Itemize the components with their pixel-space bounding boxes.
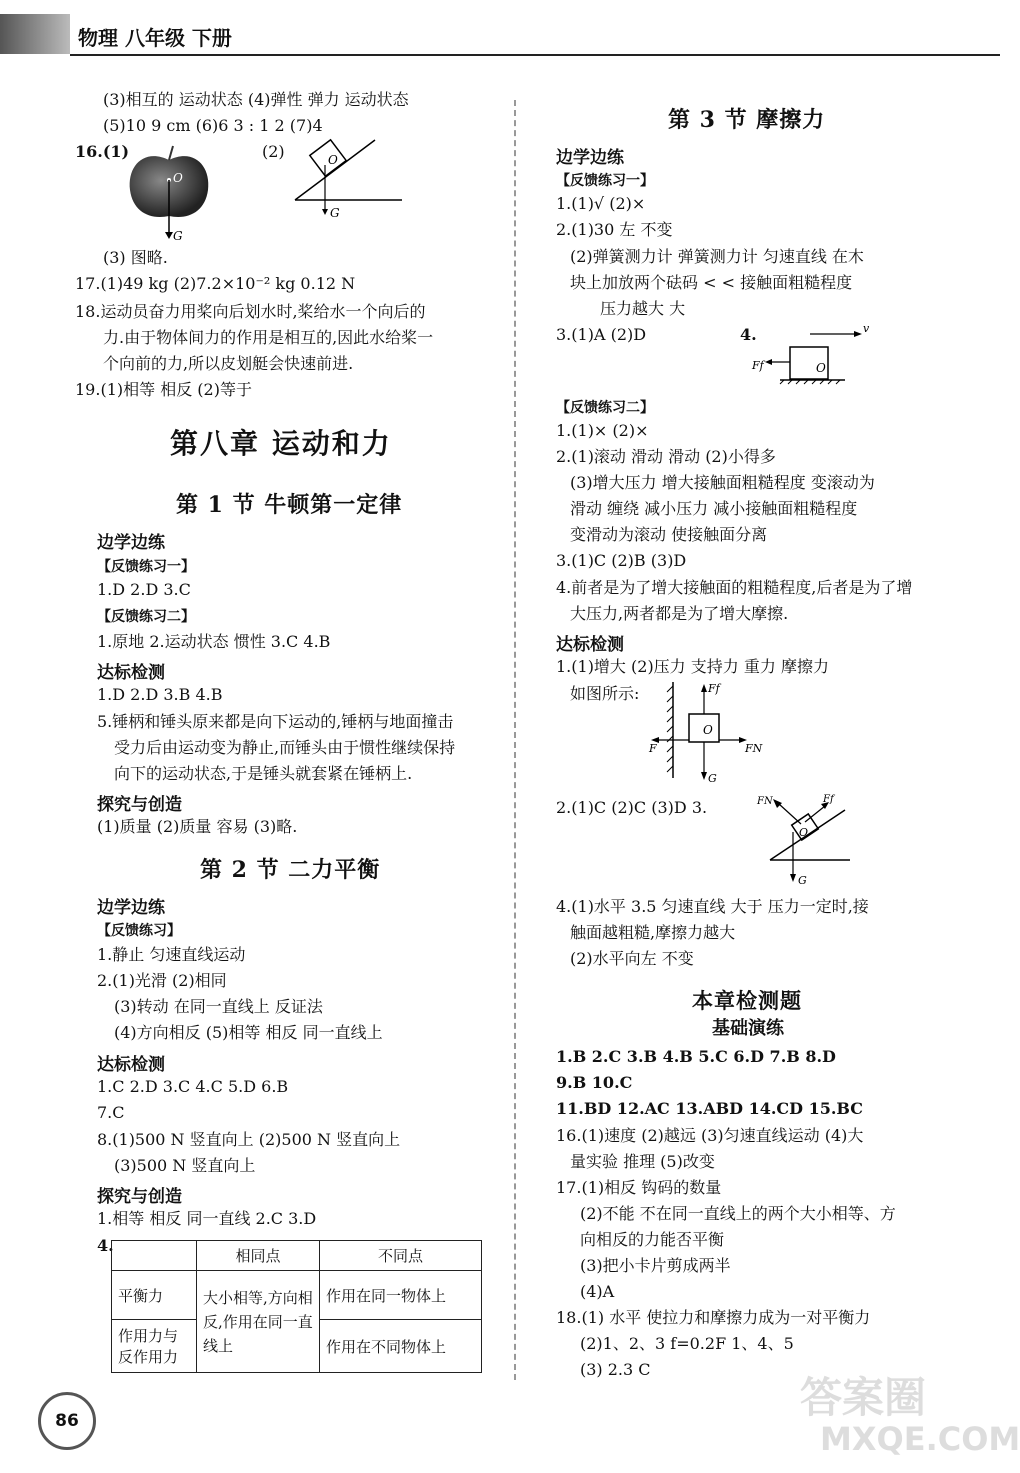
label-ff: Ff xyxy=(823,794,834,805)
question-17: 17.(1)49 kg (2)7.2×10⁻² kg 0.12 N xyxy=(75,274,356,293)
subsection-heading: 边学边练 xyxy=(97,533,165,553)
answer-line: 2.(1)C (2)C (3)D 3. xyxy=(556,798,708,817)
table-cell: 作用在同一物体上 xyxy=(320,1271,482,1320)
answer-line: 1.(1)√ (2)× xyxy=(556,194,646,213)
answer-line: 2.(1)滚动 滑动 滑动 (2)小得多 xyxy=(556,447,776,466)
table-header: 相同点 xyxy=(197,1241,320,1271)
subsection-heading: 探究与创造 xyxy=(97,1187,182,1207)
page-number: 86 xyxy=(38,1392,96,1450)
arrow-head xyxy=(790,874,796,882)
friction-figure xyxy=(750,322,875,384)
answer-line: (3)相互的 运动状态 (4)弹性 弹力 运动状态 xyxy=(103,90,409,109)
answer-line: 9.B 10.C xyxy=(556,1073,633,1092)
watermark-url: MXQE.COM xyxy=(820,1420,1020,1458)
answer-line: (2)水平向左 不变 xyxy=(570,949,694,968)
section-title: 第 2 节 二力平衡 xyxy=(200,857,381,883)
answer-line: 18.(1) 水平 使拉力和摩擦力成为一对平衡力 xyxy=(556,1308,871,1327)
answer-line: (4)方向相反 (5)相等 相反 同一直线上 xyxy=(114,1023,383,1042)
subsection-heading: 基础演练 xyxy=(712,1018,784,1039)
arrow-head xyxy=(701,772,707,780)
answer-line: 量实验 推理 (5)改变 xyxy=(570,1152,715,1171)
apple-figure xyxy=(125,140,215,250)
incline-figure xyxy=(290,135,410,220)
answer-line: 向下的运动状态,于是锤头就套紧在锤柄上. xyxy=(114,764,413,783)
question-16-2: (2) xyxy=(262,142,285,161)
table-cell xyxy=(112,1241,197,1271)
label-fn: FN xyxy=(745,742,763,755)
column-divider xyxy=(514,100,516,1380)
answer-line: 1.静止 匀速直线运动 xyxy=(97,945,246,964)
question-19: 19.(1)相等 相反 (2)等于 xyxy=(75,380,252,399)
answer-line: (5)10 9 cm (6)6 3 : 1 2 (7)4 xyxy=(103,116,323,135)
answer-line: 如图所示: xyxy=(570,684,640,703)
label-g: G xyxy=(798,874,807,887)
answer-line: 2.(1)光滑 (2)相同 xyxy=(97,971,227,990)
answer-line: 1.B 2.C 3.B 4.B 5.C 6.D 7.B 8.D xyxy=(556,1047,836,1066)
feedback-heading: 【反馈练习一】 xyxy=(97,559,195,575)
subsection-heading: 探究与创造 xyxy=(97,795,182,815)
answer-line: 4. xyxy=(740,325,757,344)
answer-line: 1.相等 相反 同一直线 2.C 3.D xyxy=(97,1209,317,1228)
answer-line: 7.C xyxy=(97,1103,125,1122)
answer-line: (2)弹簧测力计 弹簧测力计 匀速直线 在木 xyxy=(570,247,864,266)
label-o: O xyxy=(816,361,826,375)
answer-line: 17.(1)相反 钩码的数量 xyxy=(556,1178,722,1197)
answer-line: 11.BD 12.AC 13.ABD 14.CD 15.BC xyxy=(556,1099,863,1118)
table-header: 不同点 xyxy=(320,1241,482,1271)
subsection-heading: 边学边练 xyxy=(97,898,165,918)
watermark-text: 答案圈 xyxy=(800,1373,927,1422)
feedback-heading: 【反馈练习一】 xyxy=(556,173,654,189)
answer-line: 16.(1)速度 (2)越远 (3)匀速直线运动 (4)大 xyxy=(556,1126,864,1145)
apple-stem xyxy=(169,146,173,160)
label-f: F xyxy=(649,742,657,755)
feedback-heading: 【反馈练习二】 xyxy=(97,609,195,625)
table-cell: 作用力与反作用力 xyxy=(112,1320,197,1373)
answer-line: 触面越粗糙,摩擦力越大 xyxy=(570,923,736,942)
subsection-heading: 达标检测 xyxy=(556,635,624,655)
label-g: G xyxy=(330,206,340,220)
section-title: 第 3 节 摩擦力 xyxy=(668,107,826,133)
table-cell: 作用在不同物体上 xyxy=(320,1320,482,1373)
label-o: O xyxy=(328,153,338,167)
chapter-title: 第八章 运动和力 xyxy=(170,427,392,460)
answer-line: (3)把小卡片剪成两半 xyxy=(580,1256,731,1275)
section-title: 第 1 节 牛顿第一定律 xyxy=(176,492,403,518)
answer-line: 8.(1)500 N 竖直向上 (2)500 N 竖直向上 xyxy=(97,1130,401,1149)
feedback-heading: 【反馈练习二】 xyxy=(556,400,654,416)
normal-arrow xyxy=(779,804,801,824)
answer-line: 1.C 2.D 3.C 4.C 5.D 6.B xyxy=(97,1077,289,1096)
answer-line: 1.(1)× (2)× xyxy=(556,421,649,440)
answer-line: (1)质量 (2)质量 容易 (3)略. xyxy=(97,817,298,836)
answer-line: 5.锤柄和锤头原来都是向下运动的,锤柄与地面撞击 xyxy=(97,712,454,731)
table-row xyxy=(112,1241,482,1271)
answer-line: (3)转动 在同一直线上 反证法 xyxy=(114,997,323,1016)
subsection-heading: 边学边练 xyxy=(556,148,624,168)
answer-line: 1.D 2.D 3.C xyxy=(97,580,191,599)
arrow-head xyxy=(854,331,862,337)
wall-force-figure xyxy=(645,678,770,788)
wall-hatch xyxy=(667,686,673,772)
header-decoration xyxy=(0,14,70,54)
answer-line: 1.原地 2.运动状态 惯性 3.C 4.B xyxy=(97,632,331,651)
label-o: O xyxy=(703,723,713,737)
table-cell: 大小相等,方向相反,作用在同一直线上 xyxy=(197,1271,320,1373)
answer-line: (2)1、2、3 f=0.2F 1、4、5 xyxy=(580,1334,794,1353)
subsection-heading: 达标检测 xyxy=(97,1055,165,1075)
label-ff: Ff xyxy=(708,682,720,695)
answer-line: (3)增大压力 增大接触面粗糙程度 变滚动为 xyxy=(570,473,875,492)
arrow-head xyxy=(322,209,328,215)
answer-line: 4.(1)水平 3.5 匀速直线 大于 压力一定时,接 xyxy=(556,897,869,916)
answer-line: 向相反的力能否平衡 xyxy=(580,1230,725,1249)
answer-line: (2)不能 不在同一直线上的两个大小相等、方 xyxy=(580,1204,896,1223)
table-cell: 平衡力 xyxy=(112,1271,197,1320)
answer-line: 1.(1)增大 (2)压力 支持力 重力 摩擦力 xyxy=(556,657,829,676)
label-ff: Ff xyxy=(752,359,764,372)
answer-line: 4. xyxy=(97,1236,114,1255)
answer-line: 2.(1)30 左 不变 xyxy=(556,220,673,239)
incline-line xyxy=(295,140,375,200)
answer-line: 变滑动为滚动 使接触面分离 xyxy=(570,525,768,544)
answer-line: (3)500 N 竖直向上 xyxy=(114,1156,256,1175)
answer-line: 大压力,两者都是为了增大摩擦. xyxy=(570,604,789,623)
answer-line: 受力后由运动变为静止,而锤头由于惯性继续保持 xyxy=(114,738,456,757)
question-18: 18.运动员奋力用桨向后划水时,桨给水一个向后的 xyxy=(75,302,426,321)
answer-line: 个向前的力,所以皮划艇会快速前进. xyxy=(103,354,354,373)
answer-line: 块上加放两个砝码 < < 接触面粗糙程度 xyxy=(570,273,853,292)
answer-line: 压力越大 大 xyxy=(600,299,686,318)
label-o: O xyxy=(173,171,183,185)
answer-line: 滑动 缠绕 减小压力 减小接触面粗糙程度 xyxy=(570,499,858,518)
arrow-head xyxy=(773,799,782,808)
answer-line: 1.D 2.D 3.B 4.B xyxy=(97,685,223,704)
arrow-head xyxy=(765,359,772,365)
answer-line: 3.(1)A (2)D xyxy=(556,325,647,344)
page-header-title: 物理 八年级 下册 xyxy=(78,26,232,50)
incline-force-figure xyxy=(755,792,860,887)
arrow-head xyxy=(701,684,707,692)
label-fn: FN xyxy=(757,796,773,807)
arrow-head xyxy=(165,232,173,239)
section-title: 本章检测题 xyxy=(692,988,802,1013)
feedback-heading: 【反馈练习】 xyxy=(97,923,181,939)
answer-line: 力.由于物体间力的作用是相互的,因此水给桨一 xyxy=(103,328,434,347)
answer-line: (4)A xyxy=(580,1282,615,1301)
question-16: 16.(1) xyxy=(75,142,130,161)
answer-line: (3) 图略. xyxy=(103,248,168,267)
answer-line: 3.(1)C (2)B (3)D xyxy=(556,551,687,570)
label-v: v xyxy=(863,322,870,335)
header-divider xyxy=(70,54,1000,56)
subsection-heading: 达标检测 xyxy=(97,663,165,683)
comparison-table xyxy=(111,1240,482,1373)
answer-line: 4.前者是为了增大接触面的粗糙程度,后者是为了增 xyxy=(556,578,913,597)
label-o: O xyxy=(799,826,809,839)
label-g: G xyxy=(173,229,183,243)
answer-line: (3) 2.3 C xyxy=(580,1360,651,1379)
table-row xyxy=(112,1271,482,1320)
label-g: G xyxy=(708,772,717,785)
